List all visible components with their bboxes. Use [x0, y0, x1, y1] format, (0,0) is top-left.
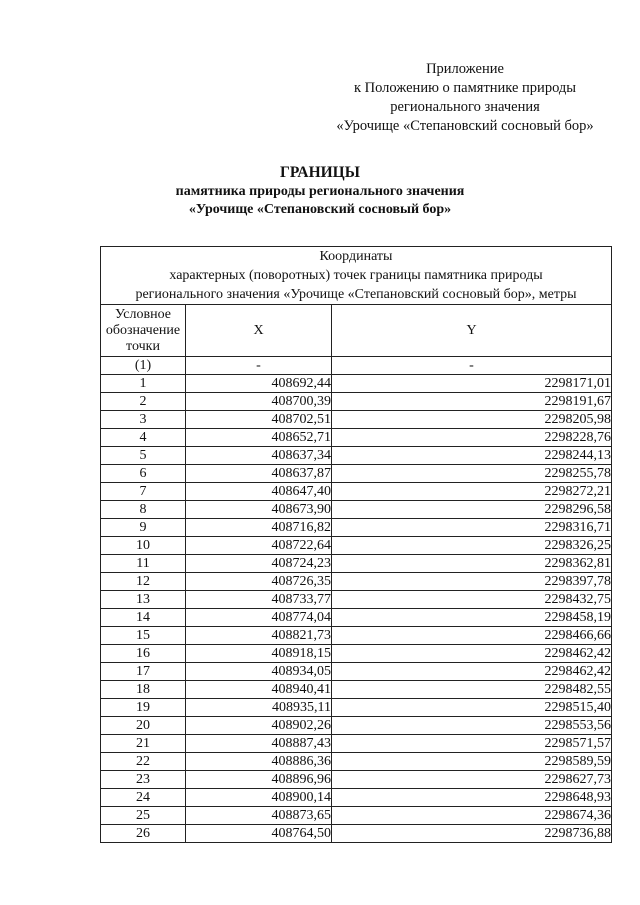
- x-cell: 408700,39: [186, 393, 332, 411]
- point-cell: 24: [101, 789, 186, 807]
- table-row: [101, 699, 612, 717]
- y-cell: 2298515,40: [332, 699, 612, 717]
- x-cell: -: [186, 357, 332, 375]
- appendix-line: регионального значения: [390, 99, 540, 115]
- point-cell: 7: [101, 483, 186, 501]
- x-cell: 408702,51: [186, 411, 332, 429]
- y-cell: 2298171,01: [332, 375, 612, 393]
- y-cell: 2298736,88: [332, 825, 612, 843]
- point-cell: (1): [101, 357, 186, 375]
- table-row: [101, 609, 612, 627]
- table-row: [101, 375, 612, 393]
- point-cell: 20: [101, 717, 186, 735]
- x-cell: 408918,15: [186, 645, 332, 663]
- y-cell: 2298255,78: [332, 465, 612, 483]
- y-column-header: Y: [332, 305, 612, 357]
- point-cell: 25: [101, 807, 186, 825]
- header-line: точки: [126, 338, 160, 354]
- x-cell: 408934,05: [186, 663, 332, 681]
- x-cell: 408886,36: [186, 753, 332, 771]
- table-row: [101, 519, 612, 537]
- x-cell: 408873,65: [186, 807, 332, 825]
- x-cell: 408726,35: [186, 573, 332, 591]
- y-cell: 2298462,42: [332, 645, 612, 663]
- y-cell: 2298316,71: [332, 519, 612, 537]
- table-row: [101, 717, 612, 735]
- x-cell: 408692,44: [186, 375, 332, 393]
- point-cell: 13: [101, 591, 186, 609]
- appendix-note: [320, 60, 610, 136]
- x-cell: 408935,11: [186, 699, 332, 717]
- table-row: [101, 573, 612, 591]
- y-cell: 2298627,73: [332, 771, 612, 789]
- x-cell: 408940,41: [186, 681, 332, 699]
- document-heading: [0, 162, 640, 219]
- x-cell: 408887,43: [186, 735, 332, 753]
- y-cell: 2298458,19: [332, 609, 612, 627]
- point-cell: 26: [101, 825, 186, 843]
- x-cell: 408821,73: [186, 627, 332, 645]
- x-cell: 408647,40: [186, 483, 332, 501]
- table-row: [101, 627, 612, 645]
- table-row: [101, 357, 612, 375]
- point-cell: 16: [101, 645, 186, 663]
- table-row: [101, 789, 612, 807]
- x-cell: 408774,04: [186, 609, 332, 627]
- x-cell: 408902,26: [186, 717, 332, 735]
- document-subtitle: памятника природы регионального значения: [175, 184, 465, 199]
- y-cell: 2298589,59: [332, 753, 612, 771]
- caption-line: характерных (поворотных) точек границы памятника природы: [169, 268, 543, 283]
- appendix-line: к Положению о памятнике природы: [353, 80, 577, 96]
- point-cell: 15: [101, 627, 186, 645]
- point-cell: 12: [101, 573, 186, 591]
- y-cell: 2298648,93: [332, 789, 612, 807]
- table-caption-row: [101, 247, 612, 305]
- table-row: [101, 663, 612, 681]
- y-cell: 2298466,66: [332, 627, 612, 645]
- point-cell: 3: [101, 411, 186, 429]
- y-cell: 2298462,42: [332, 663, 612, 681]
- appendix-line: «Урочище «Степановский сосновый бор»: [336, 118, 594, 134]
- y-cell: 2298244,13: [332, 447, 612, 465]
- point-cell: 19: [101, 699, 186, 717]
- table-row: [101, 555, 612, 573]
- document-subtitle: «Урочище «Степановский сосновый бор»: [188, 202, 452, 217]
- y-cell: -: [332, 357, 612, 375]
- x-cell: 408673,90: [186, 501, 332, 519]
- table-row: [101, 429, 612, 447]
- x-column-header: X: [186, 305, 332, 357]
- point-cell: 2: [101, 393, 186, 411]
- table-row: [101, 807, 612, 825]
- appendix-line: Приложение: [426, 61, 504, 77]
- table-row: [101, 465, 612, 483]
- x-cell: 408652,71: [186, 429, 332, 447]
- point-cell: 18: [101, 681, 186, 699]
- y-cell: 2298326,25: [332, 537, 612, 555]
- y-cell: 2298228,76: [332, 429, 612, 447]
- header-line: обозначение: [105, 322, 181, 338]
- table-body: [101, 357, 612, 843]
- y-cell: 2298571,57: [332, 735, 612, 753]
- table-row: [101, 483, 612, 501]
- table-row: [101, 825, 612, 843]
- x-cell: 408764,50: [186, 825, 332, 843]
- point-cell: 4: [101, 429, 186, 447]
- x-cell: 408896,96: [186, 771, 332, 789]
- y-cell: 2298674,36: [332, 807, 612, 825]
- document-title: ГРАНИЦЫ: [280, 164, 360, 181]
- table-caption: [101, 247, 612, 305]
- point-column-header: [101, 305, 186, 357]
- y-cell: 2298553,56: [332, 717, 612, 735]
- x-cell: 408637,34: [186, 447, 332, 465]
- caption-line: регионального значения «Урочище «Степановский сосновый бор», метры: [135, 287, 577, 302]
- y-cell: 2298205,98: [332, 411, 612, 429]
- x-cell: 408722,64: [186, 537, 332, 555]
- point-cell: 22: [101, 753, 186, 771]
- y-cell: 2298397,78: [332, 573, 612, 591]
- table-row: [101, 447, 612, 465]
- x-cell: 408716,82: [186, 519, 332, 537]
- point-cell: 21: [101, 735, 186, 753]
- point-cell: 10: [101, 537, 186, 555]
- table-row: [101, 501, 612, 519]
- point-cell: 23: [101, 771, 186, 789]
- point-cell: 9: [101, 519, 186, 537]
- x-cell: 408733,77: [186, 591, 332, 609]
- x-cell: 408900,14: [186, 789, 332, 807]
- header-line: Условное: [115, 306, 171, 322]
- point-cell: 11: [101, 555, 186, 573]
- point-cell: 6: [101, 465, 186, 483]
- y-cell: 2298432,75: [332, 591, 612, 609]
- table-row: [101, 771, 612, 789]
- point-cell: 1: [101, 375, 186, 393]
- y-cell: 2298482,55: [332, 681, 612, 699]
- point-cell: 17: [101, 663, 186, 681]
- table-row: [101, 591, 612, 609]
- point-cell: 14: [101, 609, 186, 627]
- table-row: [101, 753, 612, 771]
- coordinates-table: [100, 246, 612, 843]
- table-header-row: [101, 305, 612, 357]
- point-cell: 5: [101, 447, 186, 465]
- y-cell: 2298272,21: [332, 483, 612, 501]
- caption-line: Координаты: [319, 249, 393, 264]
- table-row: [101, 735, 612, 753]
- x-cell: 408637,87: [186, 465, 332, 483]
- point-cell: 8: [101, 501, 186, 519]
- table-row: [101, 537, 612, 555]
- table-row: [101, 645, 612, 663]
- table-row: [101, 411, 612, 429]
- y-cell: 2298362,81: [332, 555, 612, 573]
- y-cell: 2298296,58: [332, 501, 612, 519]
- table-row: [101, 393, 612, 411]
- x-cell: 408724,23: [186, 555, 332, 573]
- table-row: [101, 681, 612, 699]
- y-cell: 2298191,67: [332, 393, 612, 411]
